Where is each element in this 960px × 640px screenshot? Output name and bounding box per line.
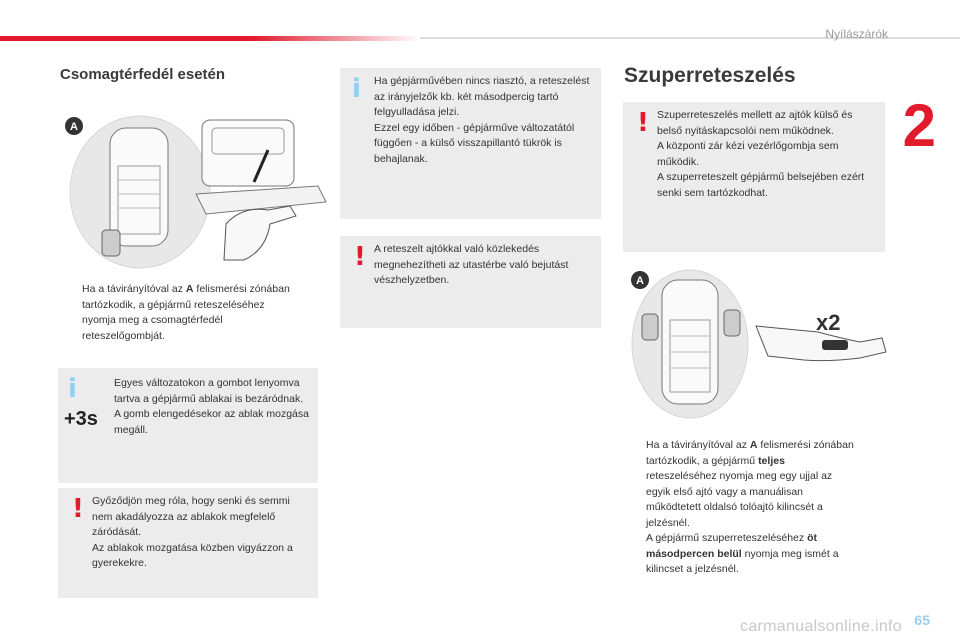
warning-icon: ! [637,108,649,138]
remote-key [724,310,740,336]
warning-box-text: A reteszelt ajtókkal való közlekedés megnehezítheti az utastérbe való bejutást vészhelyzetben. [374,243,569,286]
deadlock-illustration [628,266,890,422]
press-twice-label: x2 [816,310,841,335]
bullet-item [624,438,856,531]
warning-box-text: Győződjön meg róla, hogy senki és semmi nem akadályozza az ablakok megfelelő záródását. Az ablakok mozgatása közben vigyázzon a gyerekekre. [92,495,293,569]
warning-icon: ! [72,494,84,524]
bullet-text: Ha a távirányítóval az A felismerési zónában tartózkodik, a gépjármű teljes reteszeléséhez nyomja meg egy ujjal az egyik első ajtó vagy a manuálisan működtetett oldalsó tolóajtó kilincsét a jelzésnél. [646,439,854,529]
info-box-text: Ha gépjárművében nincs riasztó, a reteszelést az irányjelzők kb. két másodpercig tartó felgyulladása jelzi. Ezzel egy időben - gépjárműve változatától függően - a külső visszapillantó tükrök is behajlanak. [374,75,590,165]
warning-box-doors [340,236,601,328]
label-a-text: A [636,275,644,287]
info-box-indicators [340,68,601,219]
van-rear-view [202,120,294,186]
warning-box-text: Szuperreteszelés mellett az ajtók külső és belső nyitáskapcsolói nem működnek. A központi zár kézi vezérlőgombja sem működik. A szuperreteszelt gépjármű belsejében ezért senki sem tartózkodhat. [657,109,865,199]
section-title-deadlock: Szuperreteszelés [624,64,796,87]
timer-badge: +3s [64,408,98,430]
page-number: 65 [914,612,930,628]
bullet-marker [60,282,82,344]
info-icon: i [352,74,361,104]
section-label: Nyílászárók [825,27,888,41]
bullet-item [624,531,856,578]
deadlock-bullets [624,438,856,578]
info-box-text: Egyes változatokon a gombot lenyomva tartva a gépjármű ablakai is bezáródnak. A gomb elengedésekor az ablak mozgása megáll. [114,377,309,436]
info-icon: i [68,374,77,404]
trunk-bullet [60,282,290,344]
section-title-trunk: Csomagtérfedél esetén [60,66,226,83]
info-box-windows [58,368,318,483]
bullet-text: A gépjármű szuperreteszeléséhez öt másodpercen belül nyomja meg ismét a kilincset a jelzésnél. [646,532,839,575]
chapter-number: 2 [902,92,936,159]
trunk-lock-illustration [56,110,346,270]
warning-icon: ! [354,242,366,272]
warning-box-windows [58,488,318,598]
hand-icon [224,206,296,260]
remote-key [642,314,658,340]
remote-key [102,230,120,256]
label-a-text: A [70,121,78,133]
bullet-marker [624,438,646,531]
car-top-view [110,128,168,246]
door-handle [822,340,848,350]
bullet-text: Ha a távirányítóval az A felismerési zónában tartózkodik, a gépjármű reteszeléséhez nyomja meg a csomagtérfedél reteszelőgombját. [82,283,290,342]
warning-box-deadlock [623,102,885,252]
header-accent-bar [0,36,420,41]
watermark: carmanualsonline.info [740,618,902,635]
bullet-marker [624,531,646,578]
